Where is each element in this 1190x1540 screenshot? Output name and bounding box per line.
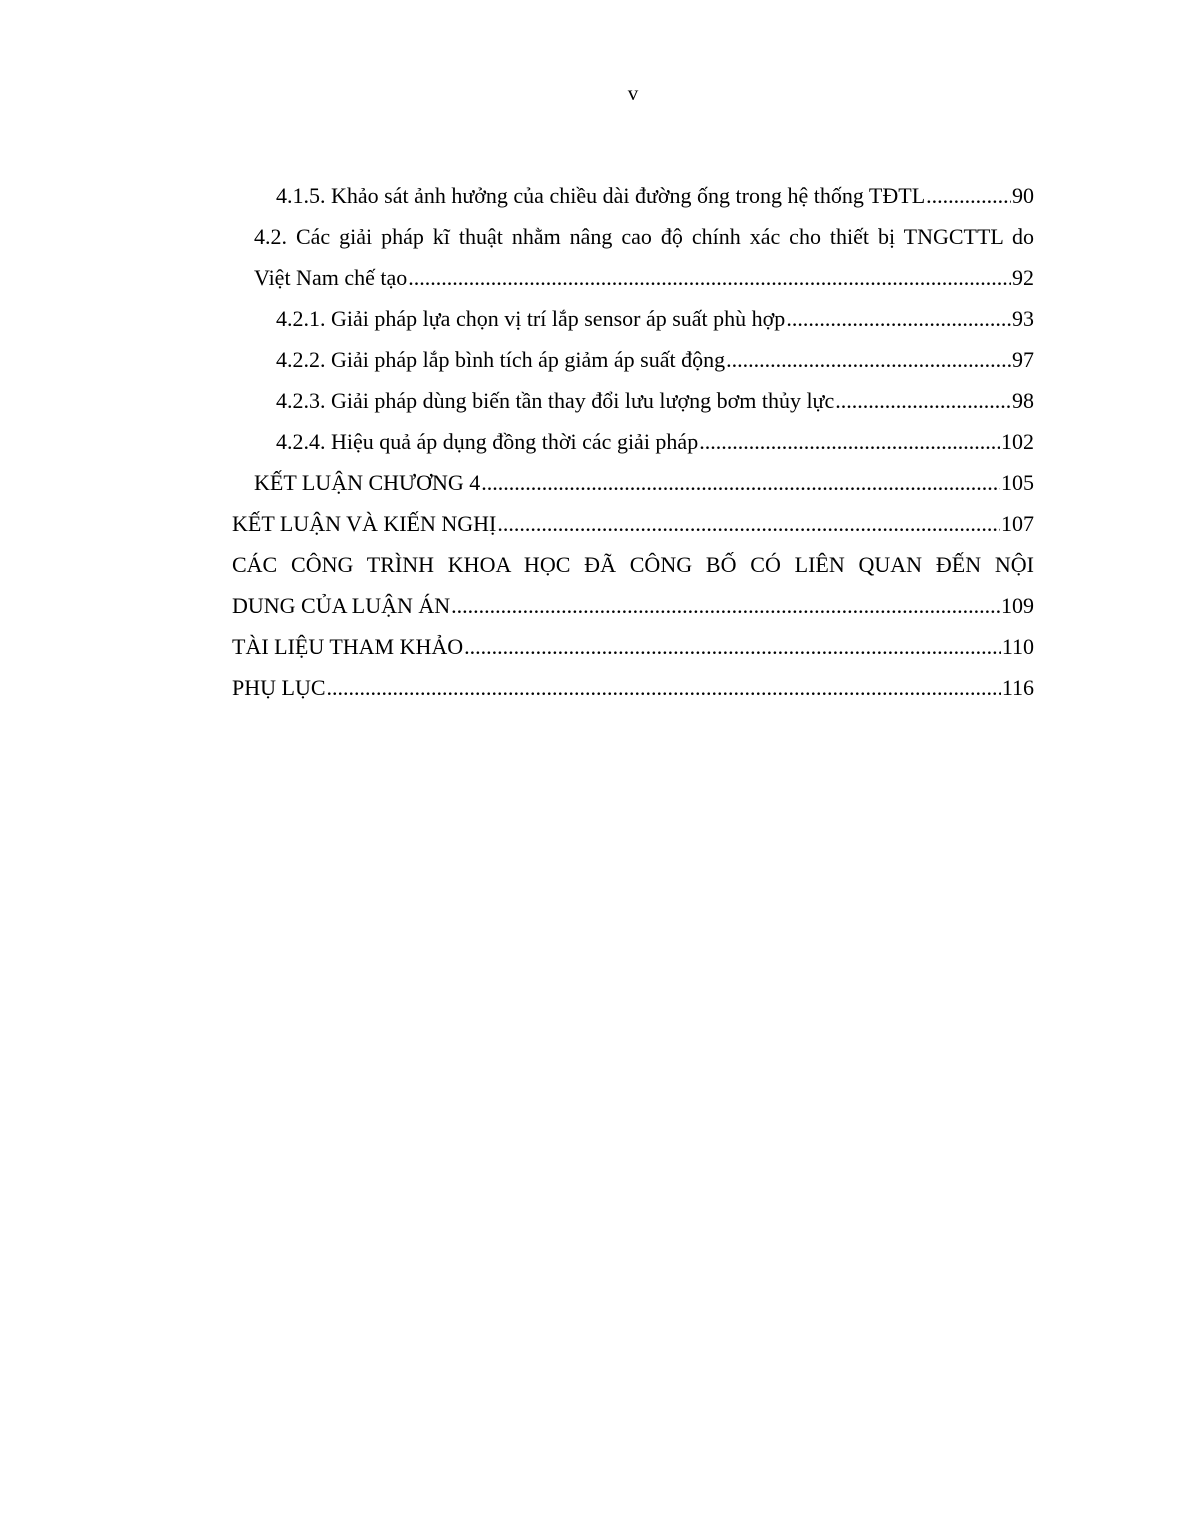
toc-entry-4-1-5[interactable] [276,175,1034,216]
dot-leader [327,667,1001,708]
toc-entry-4-2-2[interactable] [276,339,1034,380]
toc-entry-title: 4.2.4. Hiệu quả áp dụng đồng thời các giải pháp [276,429,699,454]
toc-entry-page: 110 [1001,634,1034,659]
toc-entry-title: PHỤ LỤC [232,675,326,700]
table-of-contents [232,175,1034,708]
toc-entry-title: TÀI LIỆU THAM KHẢO [232,634,464,659]
toc-entry-title: KẾT LUẬN CHƯƠNG 4 [254,470,481,495]
toc-entry-page: 98 [1012,388,1034,413]
toc-entry-ket-luan-va-kien-nghi[interactable] [232,503,1034,544]
dot-leader [926,175,1011,216]
toc-entry-title-continued: DUNG CỦA LUẬN ÁN [232,593,451,618]
toc-entry-title: 4.1.5. Khảo sát ảnh hưởng của chiều dài đường ống trong hệ thống TĐTL [276,183,926,208]
toc-entry-page: 116 [1001,675,1034,700]
dot-leader [464,626,1001,667]
toc-entry-page: 105 [1001,470,1034,495]
toc-entry-cong-trinh-khoa-hoc[interactable] [232,544,1034,626]
toc-entry-page: 102 [1001,429,1034,454]
dot-leader [408,257,1011,298]
toc-entry-page: 93 [1012,306,1034,331]
dot-leader [726,339,1011,380]
dot-leader [451,585,1000,626]
dot-leader [699,421,1000,462]
toc-entry-title-continued: Việt Nam chế tạo [254,265,408,290]
toc-entry-page: 109 [1001,593,1034,618]
toc-entry-title: CÁC CÔNG TRÌNH KHOA HỌC ĐÃ CÔNG BỐ CÓ LIÊN QUAN ĐẾN NỘI [232,552,1034,577]
toc-entry-title: KẾT LUẬN VÀ KIẾN NGHỊ [232,511,497,536]
toc-entry-4-2[interactable] [254,216,1034,298]
toc-entry-title: 4.2.3. Giải pháp dùng biến tần thay đổi lưu lượng bơm thủy lực [276,388,835,413]
toc-entry-tai-lieu-tham-khao[interactable] [232,626,1034,667]
toc-entry-title: 4.2.1. Giải pháp lựa chọn vị trí lắp sensor áp suất phù hợp [276,306,786,331]
toc-entry-ket-luan-chuong-4[interactable] [254,462,1034,503]
dot-leader [786,298,1011,339]
toc-entry-4-2-3[interactable] [276,380,1034,421]
toc-entry-title: 4.2.2. Giải pháp lắp bình tích áp giảm áp suất động [276,347,726,372]
dot-leader [481,462,1000,503]
dot-leader [835,380,1011,421]
toc-entry-phu-luc[interactable] [232,667,1034,708]
toc-entry-page: 90 [1012,183,1034,208]
toc-entry-page: 107 [1001,511,1034,536]
toc-entry-title: 4.2. Các giải pháp kĩ thuật nhằm nâng cao độ chính xác cho thiết bị TNGCTTL do [254,224,1034,249]
page-number: v [627,81,639,105]
toc-entry-page: 97 [1012,347,1034,372]
toc-entry-4-2-4[interactable] [276,421,1034,462]
dot-leader [497,503,1000,544]
toc-entry-page: 92 [1012,265,1034,290]
toc-entry-4-2-1[interactable] [276,298,1034,339]
